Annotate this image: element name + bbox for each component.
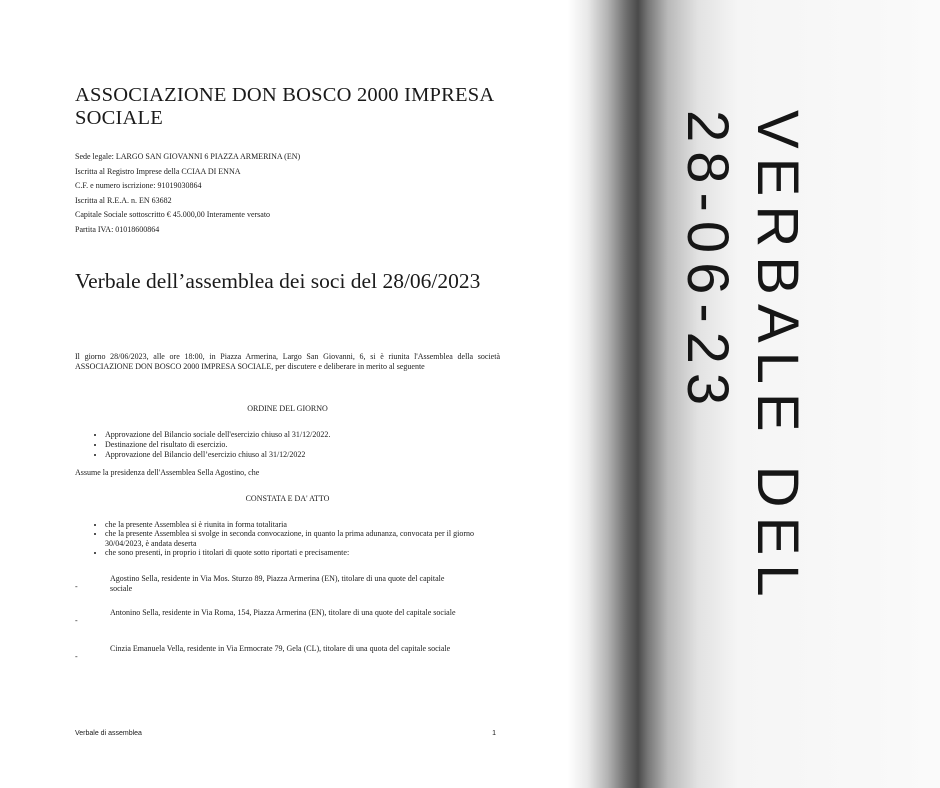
fact-item: • che la presente Assemblea si svolge in seconda convocazione, in quanto la prima adunanza, convocata per il giorno 30/04/2023, è andata deserta [105,529,500,548]
registry-line-capital: Capitale Sociale sottoscritto € 45.000,00 Interamente versato [75,210,271,220]
agenda-item: • Destinazione del risultato di esercizio. [105,440,530,450]
agenda-heading: ORDINE DEL GIORNO [247,404,328,413]
minutes-title: Verbale dell’assemblea dei soci del 28/06/2023 [75,269,481,293]
owner-text: Cinzia Emanuela Vella, residente in Via Ermocrate 79, Gela (CL), titolare di una quota del capitale sociale [110,644,451,653]
page-footer [75,730,496,737]
fact-item: • che sono presenti, in proprio i titolari di quote sotto riportati e precisamente: [105,548,500,557]
registry-line-vat: Partita IVA: 01018600864 [75,224,160,234]
side-title [672,110,812,670]
side-title-line-2: 28-06-23 [675,110,740,415]
presidency-line: Assume la presidenza dell'Assemblea Sella Agostino, che [75,468,260,477]
registry-line-address: Sede legale: LARGO SAN GIOVANNI 6 PIAZZA ARMERINA (EN) [75,152,301,161]
intro-paragraph: Il giorno 28/06/2023, alle ore 18:00, in Piazza Armerina, Largo San Giovanni, 6, si è riunita l'Assemblea della società ASSOCIAZIONE DON BOSCO 2000 IMPRESA SOCIALE, per discutere e deliberare in merito al seguente [75,352,500,371]
page-number: 1 [492,730,496,737]
facts-heading: CONSTATA E DA' ATTO [245,494,330,503]
registry-info [75,150,500,238]
owner-text: Antonino Sella, residente in Via Roma, 154, Piazza Armerina (EN), titolare di una quote del capitale sociale [110,608,456,617]
company-name: ASSOCIAZIONE DON BOSCO 2000 IMPRESA SOCIALE [75,84,494,129]
fact-item: • che la presente Assemblea si è riunita in forma totalitaria [105,520,500,529]
owner-marker: - [75,652,78,661]
owner-marker: - [75,616,78,625]
facts-list [75,520,500,558]
agenda-item: • Approvazione del Bilancio sociale dell'esercizio chiuso al 31/12/2022. [105,430,530,440]
footer-label: Verbale di assemblea [75,730,142,737]
registry-line-tax-code: C.F. e numero iscrizione: 91019030864 [75,181,202,191]
agenda-list [75,430,530,460]
side-title-line-1: VERBALE DEL [745,110,810,606]
registry-line-chamber: Iscritta al Registro Imprese della CCIAA DI ENNA [75,166,241,176]
owner-marker: - [75,582,78,591]
registry-line-rea: Iscritta al R.E.A. n. EN 63682 [75,195,172,205]
agenda-item: • Approvazione del Bilancio dell’esercizio chiuso al 31/12/2022 [105,450,530,460]
owner-text: Agostino Sella, residente in Via Mos. Sturzo 89, Piazza Armerina (EN), titolare di una quote del capitale sociale [110,574,445,593]
